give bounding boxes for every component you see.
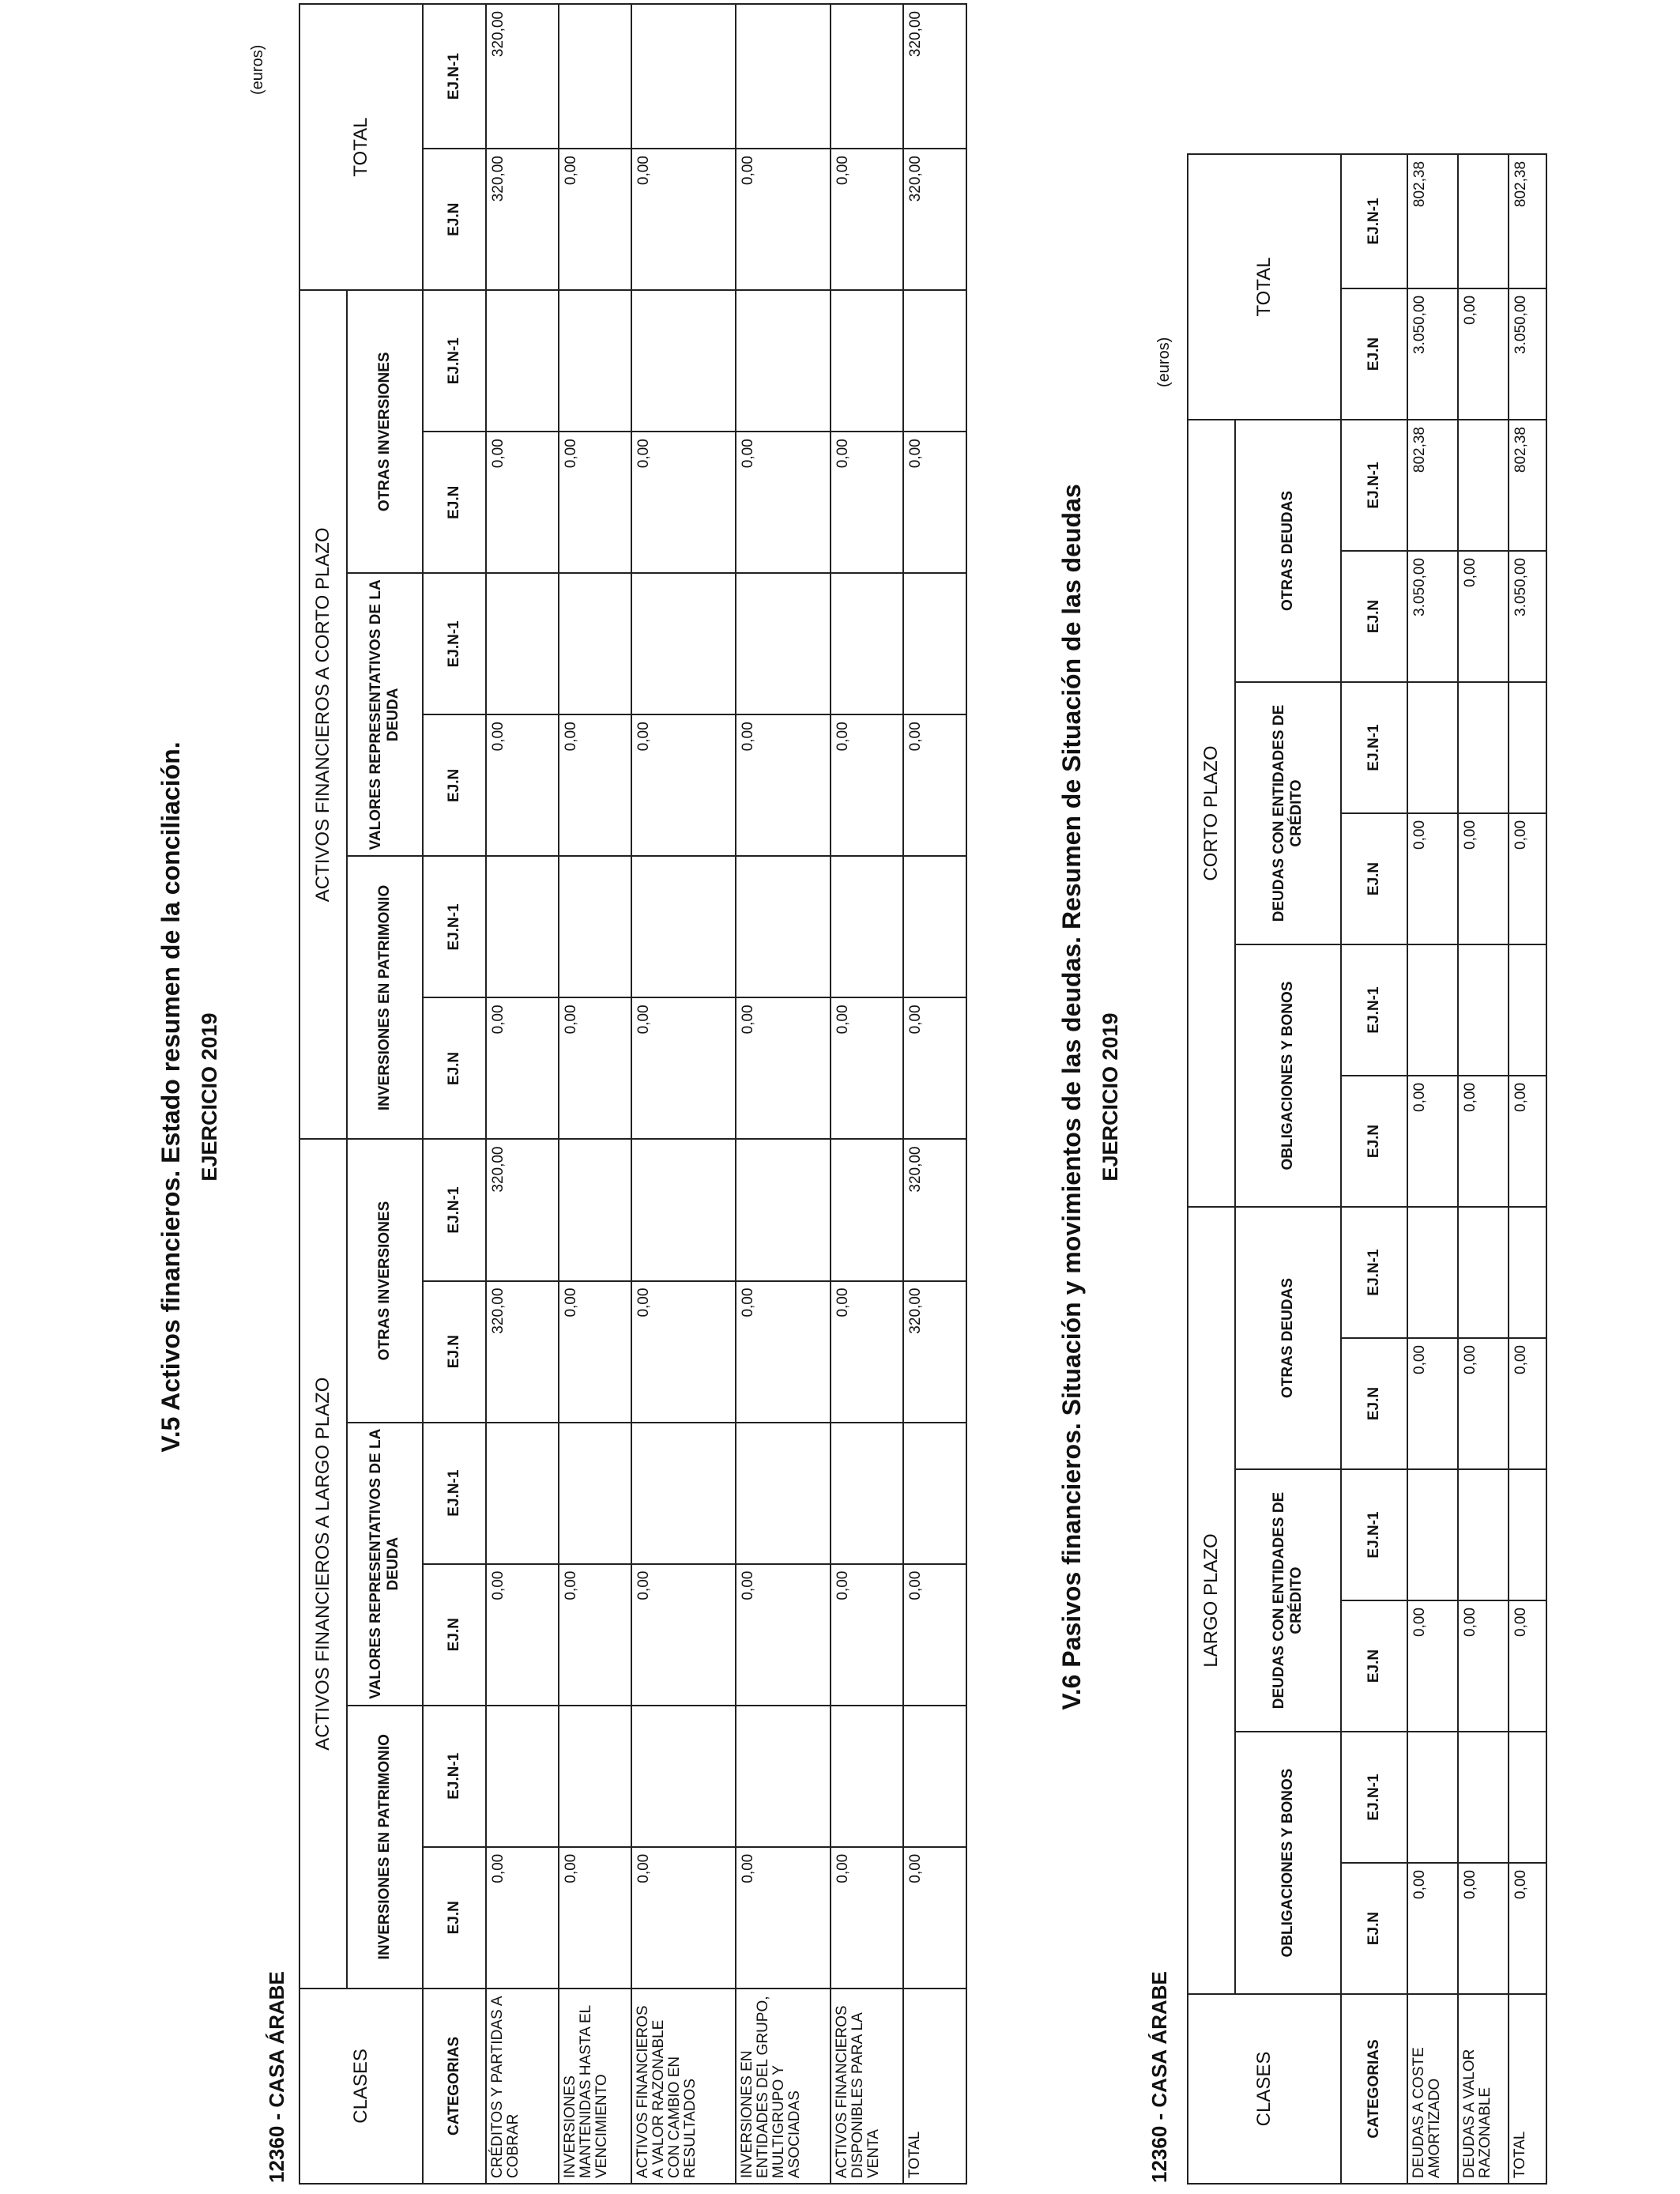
v5-org: 12360 - CASA ÁRABE (265, 1971, 288, 2183)
table-cell: 0,00 (831, 1564, 903, 1706)
table-cell: 0,00 (736, 1564, 831, 1706)
table-cell (1458, 1732, 1509, 1863)
table-row (903, 4, 966, 2184)
v6-title: V.6 Pasivos financieros. Situación y movimientos de las deudas. Resumen de Situación de las deudas (1057, 484, 1086, 1710)
table-cell: 0,00 (486, 432, 559, 573)
table-cell: 802,38 (1407, 154, 1458, 288)
table-cell: 0,00 (1458, 1863, 1509, 1994)
table-cell: 320,00 (903, 1281, 966, 1423)
table-cell (831, 856, 903, 997)
table-cell (631, 1423, 736, 1564)
table-cell: 0,00 (486, 1564, 559, 1706)
v6-ejn: EJ.N (1341, 1600, 1407, 1732)
v6-ejn: EJ.N (1341, 1338, 1407, 1469)
table-cell (903, 290, 966, 432)
table-cell (631, 1706, 736, 1847)
table-cell (1407, 682, 1458, 813)
table-cell: 0,00 (736, 432, 831, 573)
v5-ejn1: EJ.N-1 (423, 1423, 486, 1564)
v6-otras-deudas-lp: OTRAS DEUDAS (1235, 1207, 1341, 1469)
v6-largo-header: LARGO PLAZO (1188, 1207, 1235, 1994)
table-cell: 0,00 (1509, 813, 1546, 944)
table-cell: 320,00 (903, 1139, 966, 1280)
v6-obligaciones-cp: OBLIGACIONES Y BONOS (1235, 944, 1341, 1207)
v6-ejn1: EJ.N-1 (1341, 420, 1407, 551)
table-cell (903, 573, 966, 714)
table-cell (903, 856, 966, 997)
v5-ejn: EJ.N (423, 1564, 486, 1706)
v5-ejn: EJ.N (423, 1847, 486, 1989)
v5-ejercicio: EJERCICIO 2019 (198, 1012, 221, 1182)
row-label: ACTIVOS FINANCIEROS DISPONIBLES PARA LA VENTA (831, 1989, 903, 2184)
row-label: CRÉDITOS Y PARTIDAS A COBRAR (486, 1989, 559, 2184)
table-cell: 0,00 (631, 1564, 736, 1706)
v5-ejn: EJ.N (423, 997, 486, 1139)
table-cell (831, 4, 903, 149)
table-cell: 0,00 (631, 997, 736, 1139)
table-row (1458, 154, 1509, 2184)
row-label: DEUDAS A VALOR RAZONABLE (1458, 1994, 1509, 2184)
v5-ejn1: EJ.N-1 (423, 573, 486, 714)
table-cell: 0,00 (831, 432, 903, 573)
v5-units: (euros) (249, 44, 266, 95)
table-cell: 0,00 (559, 149, 631, 290)
v5-ejn1: EJ.N-1 (423, 290, 486, 432)
table-row (1407, 154, 1458, 2184)
v6-categorias-header: CATEGORIAS (1341, 1994, 1407, 2184)
table-cell: 802,38 (1509, 420, 1546, 551)
v6-ejn: EJ.N (1341, 1076, 1407, 1207)
table-cell: 0,00 (831, 1847, 903, 1989)
table-cell: 0,00 (831, 149, 903, 290)
table-cell (559, 1706, 631, 1847)
v5-inv-patrimonio-cp: INVERSIONES EN PATRIMONIO (347, 856, 423, 1139)
v5-otras-inversiones-cp: OTRAS INVERSIONES (347, 290, 423, 573)
table-cell: 0,00 (1458, 288, 1509, 420)
table-cell (559, 4, 631, 149)
table-cell: 3.050,00 (1407, 288, 1458, 420)
table-cell (1407, 1732, 1458, 1863)
table-cell: 0,00 (1509, 1863, 1546, 1994)
v5-inv-patrimonio-lp: INVERSIONES EN PATRIMONIO (347, 1706, 423, 1989)
table-cell (736, 856, 831, 997)
table-cell: 0,00 (1407, 1076, 1458, 1207)
table-cell: 0,00 (736, 1847, 831, 1989)
table-cell (1509, 682, 1546, 813)
table-row (631, 4, 736, 2184)
table-cell: 3.050,00 (1407, 551, 1458, 682)
table-cell (903, 1423, 966, 1564)
v6-otras-deudas-cp: OTRAS DEUDAS (1235, 420, 1341, 682)
v5-otras-inversiones-lp: OTRAS INVERSIONES (347, 1139, 423, 1422)
table-cell: 0,00 (559, 432, 631, 573)
table-cell (736, 1423, 831, 1564)
v5-ejn1: EJ.N-1 (423, 1139, 486, 1280)
table-cell (1407, 944, 1458, 1076)
v6-table (1187, 153, 1547, 2185)
table-cell (1407, 1207, 1458, 1338)
table-cell (559, 573, 631, 714)
table-cell (736, 1706, 831, 1847)
table-cell (1509, 1732, 1546, 1863)
table-cell: 0,00 (559, 1281, 631, 1423)
table-row (831, 4, 903, 2184)
table-cell (1458, 682, 1509, 813)
table-cell: 0,00 (1509, 1338, 1546, 1469)
table-cell: 0,00 (631, 149, 736, 290)
table-cell: 320,00 (486, 1281, 559, 1423)
table-cell: 3.050,00 (1509, 551, 1546, 682)
v5-table-body (486, 4, 966, 2184)
table-cell (831, 1423, 903, 1564)
v6-ejercicio: EJERCICIO 2019 (1098, 1012, 1122, 1182)
table-cell (903, 1706, 966, 1847)
table-cell (831, 573, 903, 714)
v5-ejn1: EJ.N-1 (423, 4, 486, 149)
table-cell: 3.050,00 (1509, 288, 1546, 420)
table-cell (486, 1423, 559, 1564)
table-cell (736, 4, 831, 149)
row-label: INVERSIONES MANTENIDAS HASTA EL VENCIMIENTO (559, 1989, 631, 2184)
table-cell: 0,00 (1407, 1863, 1458, 1994)
table-cell (736, 573, 831, 714)
v6-ejn: EJ.N (1341, 551, 1407, 682)
v6-org: 12360 - CASA ÁRABE (1147, 1971, 1171, 2183)
v6-table-body (1407, 154, 1546, 2184)
table-row (559, 4, 631, 2184)
v5-ejn: EJ.N (423, 714, 486, 856)
table-cell (486, 856, 559, 997)
v6-ejn1: EJ.N-1 (1341, 154, 1407, 288)
table-cell: 0,00 (631, 432, 736, 573)
table-cell: 320,00 (486, 1139, 559, 1280)
table-cell (559, 856, 631, 997)
v5-categorias-header: CATEGORIAS (423, 1989, 486, 2184)
table-cell: 0,00 (1509, 1600, 1546, 1732)
table-cell: 0,00 (903, 714, 966, 856)
table-cell: 0,00 (486, 997, 559, 1139)
v5-ejn1: EJ.N-1 (423, 1706, 486, 1847)
v5-ejn: EJ.N (423, 1281, 486, 1423)
table-cell (559, 290, 631, 432)
row-label: INVERSIONES EN ENTIDADES DEL GRUPO, MULTIGRUPO Y ASOCIADAS (736, 1989, 831, 2184)
table-cell (1407, 1469, 1458, 1600)
v6-ejn1: EJ.N-1 (1341, 1207, 1407, 1338)
table-cell: 0,00 (903, 1564, 966, 1706)
table-cell: 0,00 (1458, 551, 1509, 682)
table-cell: 0,00 (1458, 813, 1509, 944)
table-cell: 0,00 (486, 1847, 559, 1989)
row-label: TOTAL (1509, 1994, 1546, 2184)
v6-ejn1: EJ.N-1 (1341, 1732, 1407, 1863)
table-cell: 0,00 (1458, 1076, 1509, 1207)
table-cell (1458, 1207, 1509, 1338)
table-cell (831, 1706, 903, 1847)
v6-ejn: EJ.N (1341, 288, 1407, 420)
v5-ejn1: EJ.N-1 (423, 856, 486, 997)
table-cell (486, 290, 559, 432)
v6-corto-header: CORTO PLAZO (1188, 420, 1235, 1207)
table-cell: 0,00 (831, 714, 903, 856)
row-label: ACTIVOS FINANCIEROS A VALOR RAZONABLE CON CAMBIO EN RESULTADOS (631, 1989, 736, 2184)
v6-ejn: EJ.N (1341, 813, 1407, 944)
v6-deudas-credito-lp: DEUDAS CON ENTIDADES DE CRÉDITO (1235, 1469, 1341, 1732)
table-cell: 320,00 (903, 149, 966, 290)
v5-title: V.5 Activos financieros. Estado resumen de la conciliación. (156, 741, 185, 1453)
table-cell: 0,00 (736, 1281, 831, 1423)
table-cell: 802,38 (1407, 420, 1458, 551)
table-cell: 0,00 (903, 997, 966, 1139)
table-cell (631, 290, 736, 432)
table-cell (631, 573, 736, 714)
v5-valores-deuda-lp: VALORES REPRESENTATIVOS DE LA DEUDA (347, 1423, 423, 1706)
v5-ejn: EJ.N (423, 149, 486, 290)
table-cell (831, 1139, 903, 1280)
v5-largo-header: ACTIVOS FINANCIEROS A LARGO PLAZO (299, 1139, 347, 1988)
table-cell: 320,00 (486, 149, 559, 290)
table-cell: 0,00 (736, 149, 831, 290)
v5-table (299, 3, 967, 2185)
v6-clases-header: CLASES (1188, 1994, 1341, 2184)
table-cell: 0,00 (486, 714, 559, 856)
table-cell (831, 290, 903, 432)
table-cell: 0,00 (559, 1564, 631, 1706)
table-cell: 0,00 (1407, 1338, 1458, 1469)
row-label: DEUDAS A COSTE AMORTIZADO (1407, 1994, 1458, 2184)
table-cell: 0,00 (831, 997, 903, 1139)
table-cell (631, 4, 736, 149)
v6-ejn1: EJ.N-1 (1341, 944, 1407, 1076)
table-cell: 0,00 (1407, 813, 1458, 944)
table-cell (1509, 944, 1546, 1076)
table-cell: 0,00 (559, 997, 631, 1139)
table-cell: 802,38 (1509, 154, 1546, 288)
table-cell (1458, 944, 1509, 1076)
v6-units: (euros) (1155, 337, 1173, 387)
table-cell (1509, 1469, 1546, 1600)
table-cell: 0,00 (736, 997, 831, 1139)
row-label: TOTAL (903, 1989, 966, 2184)
table-cell: 0,00 (559, 714, 631, 856)
v5-clases-header: CLASES (299, 1989, 423, 2184)
table-cell (486, 1706, 559, 1847)
table-cell: 0,00 (1509, 1076, 1546, 1207)
table-row (736, 4, 831, 2184)
table-cell (559, 1423, 631, 1564)
table-cell: 0,00 (736, 714, 831, 856)
v5-corto-header: ACTIVOS FINANCIEROS A CORTO PLAZO (299, 290, 347, 1139)
v5-total-header: TOTAL (299, 4, 423, 290)
table-cell (631, 1139, 736, 1280)
table-cell: 0,00 (903, 1847, 966, 1989)
table-cell: 0,00 (631, 1847, 736, 1989)
v5-ejn: EJ.N (423, 432, 486, 573)
table-cell: 0,00 (1407, 1600, 1458, 1732)
table-cell: 0,00 (831, 1281, 903, 1423)
table-cell: 0,00 (903, 432, 966, 573)
table-cell: 0,00 (631, 714, 736, 856)
table-cell (1458, 1469, 1509, 1600)
table-row (486, 4, 559, 2184)
table-cell: 0,00 (559, 1847, 631, 1989)
table-cell (631, 856, 736, 997)
table-cell: 0,00 (631, 1281, 736, 1423)
table-cell (486, 573, 559, 714)
table-cell (559, 1139, 631, 1280)
table-cell: 320,00 (903, 4, 966, 149)
v6-obligaciones-lp: OBLIGACIONES Y BONOS (1235, 1732, 1341, 1994)
v6-ejn: EJ.N (1341, 1863, 1407, 1994)
v6-deudas-credito-cp: DEUDAS CON ENTIDADES DE CRÉDITO (1235, 682, 1341, 944)
table-cell (1509, 1207, 1546, 1338)
table-cell (736, 290, 831, 432)
v6-ejn1: EJ.N-1 (1341, 1469, 1407, 1600)
table-cell (1458, 420, 1509, 551)
table-cell: 0,00 (1458, 1338, 1509, 1469)
table-row (1509, 154, 1546, 2184)
v6-total-header: TOTAL (1188, 154, 1341, 420)
v5-valores-deuda-cp: VALORES REPRESENTATIVOS DE LA DEUDA (347, 573, 423, 856)
table-cell: 320,00 (486, 4, 559, 149)
table-cell (1458, 154, 1509, 288)
table-cell: 0,00 (1458, 1600, 1509, 1732)
table-cell (736, 1139, 831, 1280)
v6-ejn1: EJ.N-1 (1341, 682, 1407, 813)
